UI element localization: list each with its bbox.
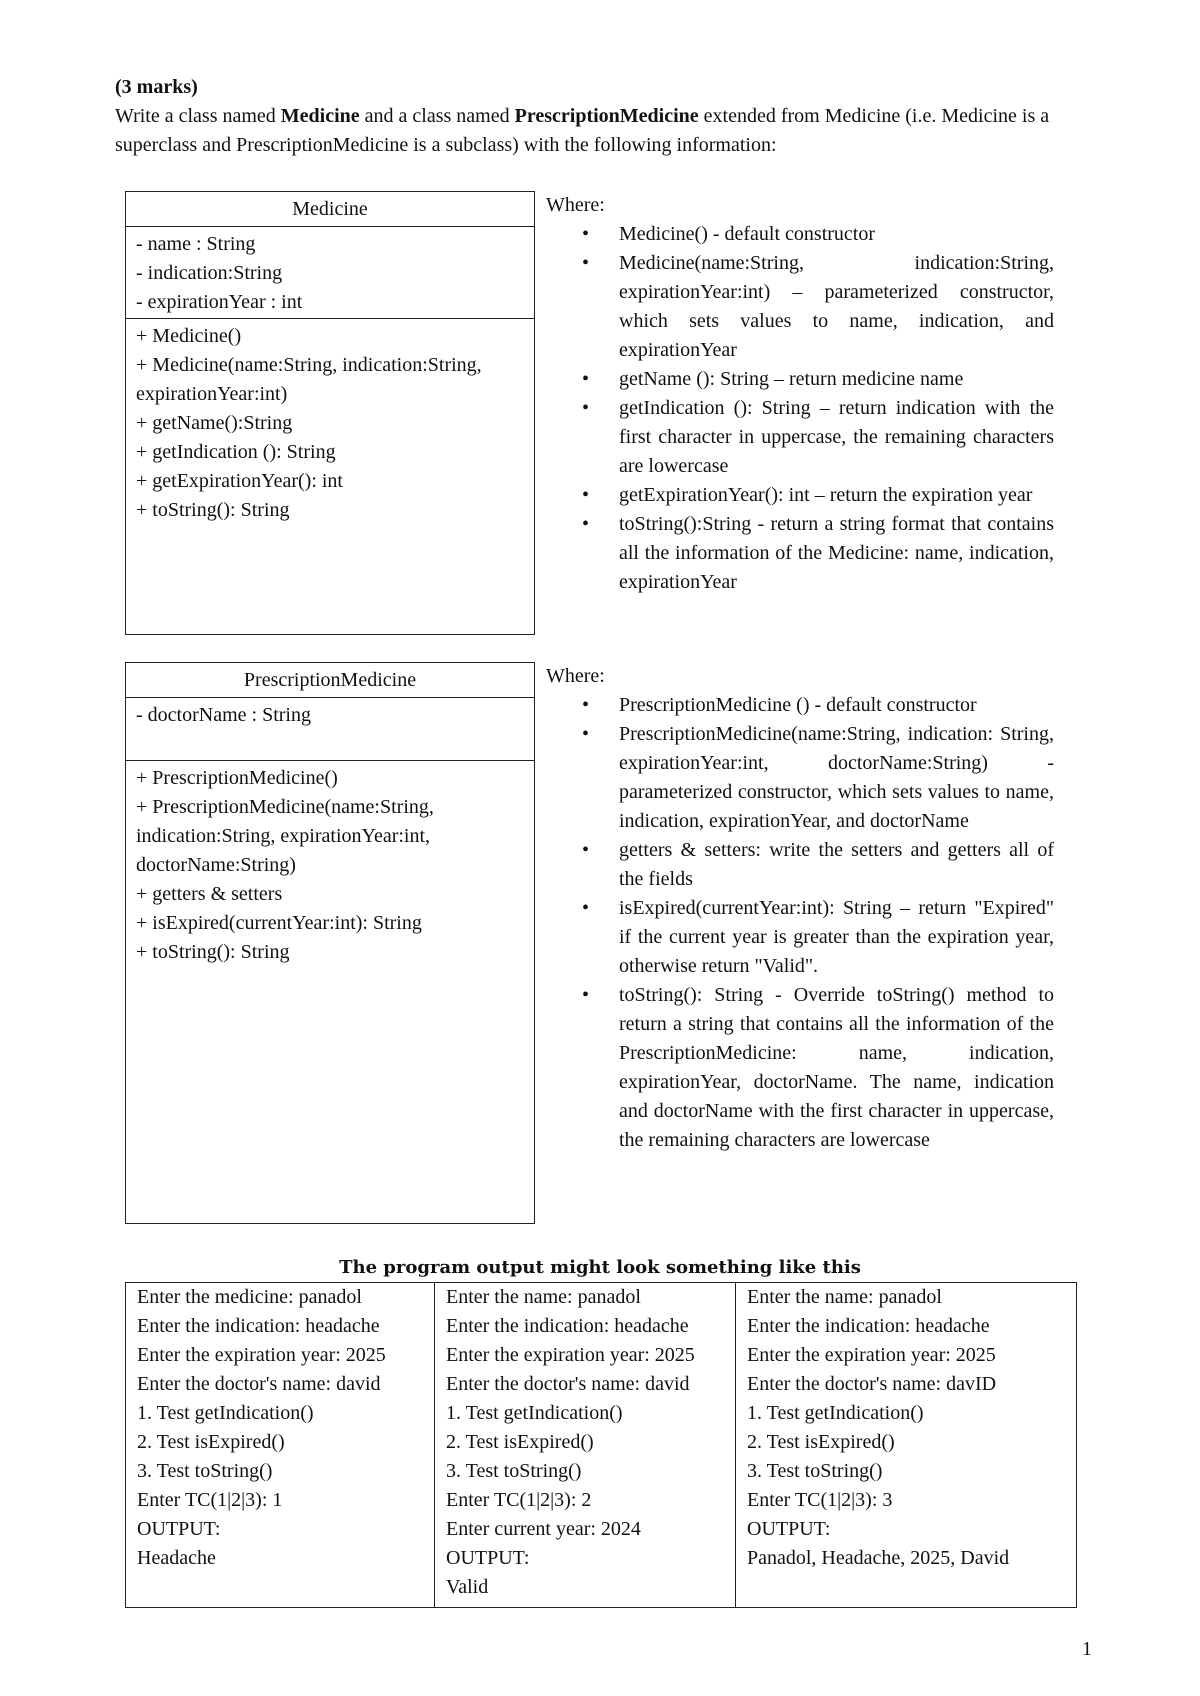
- output-column-3: [736, 1283, 1077, 1608]
- output-line: OUTPUT:: [137, 1518, 221, 1540]
- output-line: Enter TC(1|2|3): 2: [446, 1489, 592, 1511]
- uml-operation: + toString(): String: [136, 941, 290, 963]
- where-list-prescription-medicine: [546, 662, 1054, 1155]
- output-line: OUTPUT:: [446, 1547, 530, 1569]
- output-line: Enter the doctor's name: davID: [747, 1373, 997, 1395]
- question-marks: (3 marks): [115, 76, 198, 98]
- output-line: Enter the doctor's name: david: [137, 1373, 381, 1395]
- where-list-medicine: [546, 191, 1054, 597]
- uml-operations: [126, 761, 534, 967]
- uml-attribute: - name : String: [136, 233, 256, 255]
- where-item: • Medicine() - default constructor: [546, 220, 1054, 249]
- output-line: OUTPUT:: [747, 1518, 831, 1540]
- uml-operation: + getters & setters: [136, 883, 283, 905]
- uml-operation: indication:String, expirationYear:int,: [136, 825, 431, 847]
- output-line: 1. Test getIndication(): [747, 1402, 924, 1424]
- intro-text-2: and a class named: [359, 105, 515, 127]
- page-number: 1: [1082, 1638, 1092, 1660]
- uml-attribute: - expirationYear : int: [136, 291, 303, 313]
- output-line: 2. Test isExpired(): [747, 1431, 895, 1453]
- output-line: 2. Test isExpired(): [446, 1431, 594, 1453]
- output-line: 2. Test isExpired(): [137, 1431, 285, 1453]
- question-intro: [115, 102, 1075, 160]
- uml-class-prescription-medicine: [125, 662, 535, 1224]
- where-item: • PrescriptionMedicine(name:String, indication: String, expirationYear:int, doctorName:String) - parameterized constructor, which sets values to name, indication, expirationYear, and doctorName: [546, 720, 1054, 836]
- output-line: Enter the expiration year: 2025: [747, 1344, 996, 1366]
- output-column-1: [126, 1283, 435, 1608]
- intro-class-medicine: Medicine: [280, 105, 360, 127]
- output-line: 3. Test toString(): [446, 1460, 582, 1482]
- output-line: 3. Test toString(): [747, 1460, 883, 1482]
- uml-class-medicine: [125, 191, 535, 635]
- where-item: • PrescriptionMedicine () - default constructor: [546, 691, 1054, 720]
- intro-class-prescription: PrescriptionMedicine: [514, 105, 699, 127]
- where-label: Where:: [546, 194, 605, 216]
- output-line: Enter the expiration year: 2025: [446, 1344, 695, 1366]
- where-item: • getters & setters: write the setters and getters all of the fields: [546, 836, 1054, 894]
- uml-attributes: [126, 698, 534, 761]
- output-line: Enter TC(1|2|3): 1: [137, 1489, 283, 1511]
- uml-operations: [126, 319, 534, 525]
- where-item: • getName (): String – return medicine name: [546, 365, 1054, 394]
- uml-operation: + getIndication (): String: [136, 441, 336, 463]
- uml-operation: + isExpired(currentYear:int): String: [136, 912, 422, 934]
- uml-operation: doctorName:String): [136, 854, 296, 876]
- uml-class-name: Medicine: [126, 192, 534, 227]
- uml-attribute: - doctorName : String: [136, 704, 311, 726]
- where-item: • toString(): String - Override toString() method to return a string that contains all the information of the PrescriptionMedicine: name, indication, expirationYear, doctorName. The name, indication and doctorName with the first character in uppercase, the remaining characters are lowercase: [546, 981, 1054, 1155]
- output-line: Enter current year: 2024: [446, 1518, 641, 1540]
- uml-operation: + PrescriptionMedicine(name:String,: [136, 796, 434, 818]
- where-item: • getIndication (): String – return indication with the first character in uppercase, the remaining characters are lowercase: [546, 394, 1054, 481]
- output-line: Enter the name: panadol: [747, 1286, 942, 1308]
- intro-text-1: Write a class named: [115, 105, 281, 127]
- uml-operation: + PrescriptionMedicine(): [136, 767, 338, 789]
- uml-operation: + getName():String: [136, 412, 293, 434]
- uml-operation: + Medicine(name:String, indication:String,: [136, 354, 482, 376]
- output-line: Valid: [446, 1576, 489, 1598]
- output-caption: The program output might look something like this: [339, 1257, 861, 1278]
- output-line: Enter TC(1|2|3): 3: [747, 1489, 893, 1511]
- intro-text-3: extended from Medicine (i.e. Medicine is a superclass and PrescriptionMedicine is a subclass) with the following information:: [115, 105, 1050, 156]
- output-line: 1. Test getIndication(): [446, 1402, 623, 1424]
- output-line: 1. Test getIndication(): [137, 1402, 314, 1424]
- uml-attribute: - indication:String: [136, 262, 283, 284]
- output-line: Panadol, Headache, 2025, David: [747, 1547, 1010, 1569]
- uml-operation: + getExpirationYear(): int: [136, 470, 343, 492]
- output-line: Enter the indication: headache: [137, 1315, 380, 1337]
- output-line: Enter the medicine: panadol: [137, 1286, 362, 1308]
- where-item: • Medicine(name:String, indication:String, expirationYear:int) – parameterized constructor, which sets values to name, indication, and expirationYear: [546, 249, 1054, 365]
- output-line: Enter the indication: headache: [446, 1315, 689, 1337]
- where-label: Where:: [546, 665, 605, 687]
- output-column-2: [435, 1283, 736, 1608]
- output-line: 3. Test toString(): [137, 1460, 273, 1482]
- output-line: Enter the indication: headache: [747, 1315, 990, 1337]
- output-line: Enter the name: panadol: [446, 1286, 641, 1308]
- uml-operation: + Medicine(): [136, 325, 242, 347]
- where-item: • isExpired(currentYear:int): String – return "Expired" if the current year is greater than the expiration year, otherwise return "Valid".: [546, 894, 1054, 981]
- uml-attributes: [126, 227, 534, 319]
- output-line: Headache: [137, 1547, 216, 1569]
- where-item: • toString():String - return a string format that contains all the information of the Medicine: name, indication, expirationYear: [546, 510, 1054, 597]
- table-row: [126, 1283, 1077, 1608]
- where-item: • getExpirationYear(): int – return the expiration year: [546, 481, 1054, 510]
- sample-output-table: [125, 1282, 1077, 1608]
- uml-operation: + toString(): String: [136, 499, 290, 521]
- output-line: Enter the expiration year: 2025: [137, 1344, 386, 1366]
- uml-operation: expirationYear:int): [136, 383, 288, 405]
- uml-class-name: PrescriptionMedicine: [126, 663, 534, 698]
- output-line: Enter the doctor's name: david: [446, 1373, 690, 1395]
